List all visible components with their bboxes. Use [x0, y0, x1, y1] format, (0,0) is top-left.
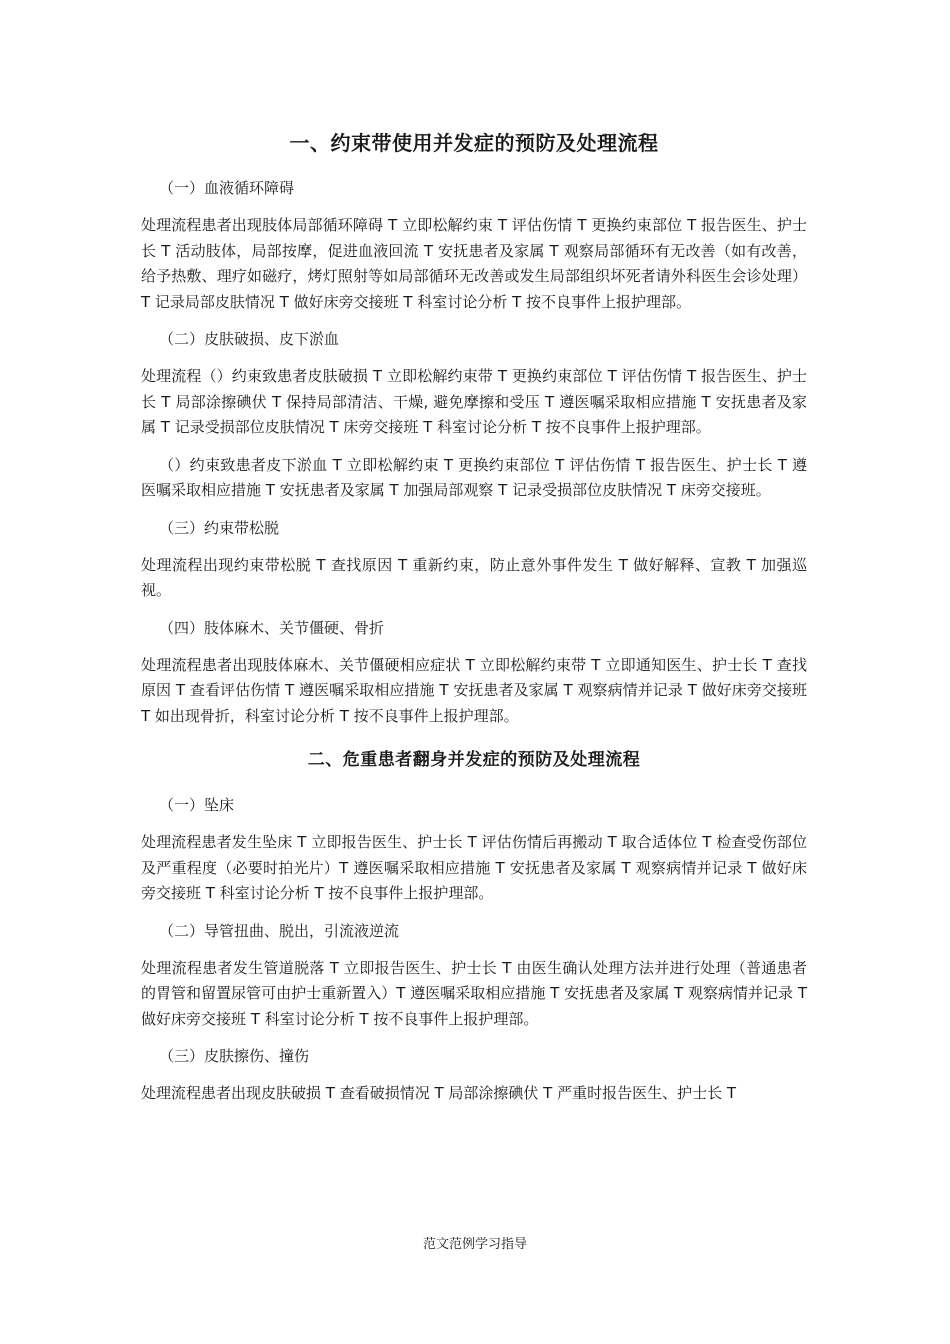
section-1-paragraph-1: 处理流程患者出现肢体局部循环障碍 T 立即松解约束 T 评估伤情 T 更换约束部位 T 报告医生、护士长 T 活动肢体，局部按摩，促进血液回流 T 安抚患者及家属 T 观察局部循环有无改善（如有改善，给予热敷、理疗如磁疗，烤灯照射等如局部循环无改善或发生局部组织坏死者请外科医生会诊处理）T 记录局部皮肤情况 T 做好床旁交接班 T 科室讨论分析 T 按不良事件上报护理部。	[141, 216, 807, 311]
section-2-paragraph-1: 处理流程患者发生坠床 T 立即报告医生、护士长 T 评估伤情后再搬动 T 取合适体位 T 检查受伤部位及严重程度（必要时拍光片）T 遵医嘱采取相应措施 T 安抚患者及家属 T 观察病情并记录 T 做好床旁交接班 T 科室讨论分析 T 按不良事件上报护理部。	[141, 833, 807, 902]
section-1-heading-4: （四）肢体麻木、关节僵硬、骨折	[159, 618, 385, 637]
section-1-paragraph-4: 处理流程患者出现肢体麻木、关节僵硬相应症状 T 立即松解约束带 T 立即通知医生、护士长 T 查找原因 T 查看评估伤情 T 遵医嘱采取相应措施 T 安抚患者及家属 T 观察病情并记录 T 做好床旁交接班 T 如出现骨折，科室讨论分析 T 按不良事件上报护理部。	[141, 655, 807, 725]
section-1-paragraph-2b: （）约束致患者皮下淤血 T 立即松解约束 T 更换约束部位 T 评估伤情 T 报告医生、护士长 T 遵医嘱采取相应措施 T 安抚患者及家属 T 加强局部观察 T 记录受损部位皮肤情况 T 床旁交接班。	[141, 455, 807, 499]
section-2-heading-3: （三）皮肤擦伤、撞伤	[159, 1047, 310, 1065]
section-1-heading-3: （三）约束带松脱	[159, 518, 280, 537]
document-body	[141, 128, 807, 1119]
section-1-title: 一、约束带使用并发症的预防及处理流程	[289, 131, 659, 155]
section-2-paragraph-2: 处理流程患者发生管道脱落 T 立即报告医生、护士长 T 由医生确认处理方法并进行处理（普通患者的胃管和留置尿管可由护士重新置入）T 遵医嘱采取相应措施 T 安抚患者及家属 T 观察病情并记录 T 做好床旁交接班 T 科室讨论分析 T 按不良事件上报护理部。	[141, 958, 807, 1028]
section-1-heading-2: （二）皮肤破损、皮下淤血	[159, 330, 340, 348]
section-1-paragraph-3: 处理流程出现约束带松脱 T 查找原因 T 重新约束，防止意外事件发生 T 做好解释、宣教 T 加强巡视。	[141, 555, 807, 599]
section-1-paragraph-2a: 处理流程（）约束致患者皮肤破损 T 立即松解约束带 T 更换约束部位 T 评估伤情 T 报告医生、护士长 T 局部涂擦碘伏 T 保持局部清洁、干燥, 避免摩擦和受压 T 遵医嘱采取相应措施 T 安抚患者及家属 T 记录受损部位皮肤情况 T 床旁交接班 T 科室讨论分析 T 按不良事件上报护理部。	[141, 367, 807, 436]
section-2-title: 二、危重患者翻身并发症的预防及处理流程	[307, 750, 641, 770]
section-2-paragraph-3: 处理流程患者出现皮肤破损 T 查看破损情况 T 局部涂擦碘伏 T 严重时报告医生、护士长 T	[141, 1084, 737, 1102]
page-footer: 范文范例学习指导	[422, 1237, 527, 1252]
section-2-heading-2: （二）导管扭曲、脱出，引流液逆流	[159, 921, 400, 940]
section-2-heading-1: （一）坠床	[159, 796, 235, 814]
section-1-heading-1: （一）血液循环障碍	[159, 179, 295, 197]
